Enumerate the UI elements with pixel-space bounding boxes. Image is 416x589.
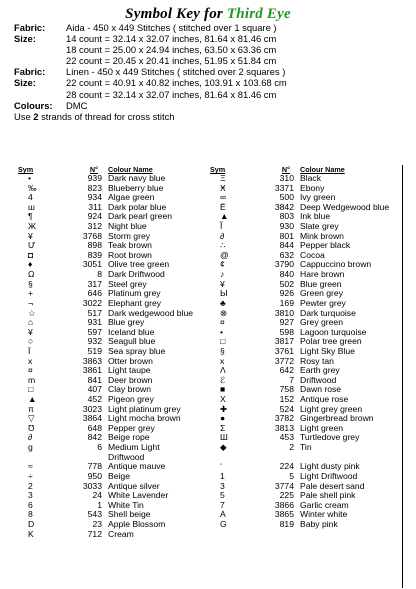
colour-name-cell: Light Driftwood bbox=[300, 470, 358, 481]
number-cell: 169 bbox=[279, 297, 294, 308]
fabric2-row bbox=[14, 66, 287, 77]
colour-name-cell: Grey green bbox=[300, 317, 343, 328]
colour-name-cell: Storm grey bbox=[108, 230, 151, 241]
colour-name-cell: Teak brown bbox=[108, 240, 152, 251]
number-cell: 452 bbox=[87, 394, 102, 405]
colour-name-cell: Hare brown bbox=[300, 269, 345, 280]
number-cell: 524 bbox=[279, 403, 294, 414]
size2-value: 28 count = 32.14 x 32.07 inches, 81.64 x 81.46 cm bbox=[66, 88, 277, 100]
symbol-cell: ‰ bbox=[28, 182, 37, 193]
symbol-cell: ≈ bbox=[28, 461, 33, 472]
number-cell: 453 bbox=[279, 432, 294, 443]
number-cell: 3810 bbox=[274, 307, 294, 318]
symbol-cell: ш bbox=[28, 201, 35, 212]
number-cell: 931 bbox=[87, 317, 102, 328]
number-cell: 3768 bbox=[82, 230, 102, 241]
title-text: Symbol Key for bbox=[125, 6, 223, 22]
colour-name-cell: Medium Light bbox=[108, 442, 160, 453]
symbol-cell: 2 bbox=[28, 480, 33, 491]
colour-name-cell: Baby pink bbox=[300, 518, 338, 529]
symbol-cell: ∞ bbox=[220, 192, 227, 203]
symbol-cell bbox=[210, 453, 252, 463]
size2-row bbox=[14, 89, 287, 100]
fabric1-label: Fabric: bbox=[14, 22, 46, 33]
colour-name-cell: Clay brown bbox=[108, 384, 151, 395]
number-cell: 3761 bbox=[274, 345, 294, 356]
colour-name-cell: Lagoon turquoise bbox=[300, 326, 367, 337]
colour-name-cell: Pewter grey bbox=[300, 297, 346, 308]
number-cell: 801 bbox=[279, 230, 294, 241]
symbol-cell: ∴ bbox=[220, 240, 226, 251]
colour-name-cell: Beige bbox=[108, 470, 130, 481]
size1-label: Size: bbox=[14, 33, 36, 45]
colour-name-cell: Deer brown bbox=[108, 374, 153, 385]
colour-name-cell: Turtledove grey bbox=[300, 432, 360, 443]
symbol-cell: Ё bbox=[220, 201, 226, 212]
symbol-cell: 4 bbox=[28, 192, 33, 203]
symbol-cell: ■ bbox=[220, 384, 226, 395]
number-cell: 924 bbox=[87, 211, 102, 222]
symbol-cell: Ĩ bbox=[220, 221, 223, 232]
colour-name-cell: Pigeon grey bbox=[108, 394, 154, 405]
page-title bbox=[0, 6, 416, 23]
number-cell: 311 bbox=[88, 201, 102, 212]
symbol-cell: Ы bbox=[220, 288, 228, 299]
number-cell: 310 bbox=[279, 173, 294, 183]
number-cell: 3866 bbox=[274, 499, 294, 510]
colour-name-cell: Slate grey bbox=[300, 221, 339, 232]
table-row bbox=[18, 530, 214, 540]
symbol-cell: ÷ bbox=[28, 470, 33, 481]
colour-name-cell: Dark turquoise bbox=[300, 307, 356, 318]
symbol-cell: Ω bbox=[28, 269, 35, 280]
symbol-cell: g bbox=[28, 442, 33, 453]
number-cell: 3813 bbox=[274, 422, 294, 433]
colour-name-cell: Cream bbox=[108, 528, 134, 539]
col-num-header: N° bbox=[281, 165, 290, 174]
number-cell: 8 bbox=[97, 269, 102, 280]
number-cell: 3782 bbox=[274, 413, 294, 424]
colour-name-cell: Sea spray blue bbox=[108, 345, 166, 356]
colour-name-cell: Root brown bbox=[108, 249, 152, 260]
number-cell: 3023 bbox=[82, 403, 102, 414]
colour-name-cell: Black bbox=[300, 173, 322, 183]
symbol-cell: + bbox=[28, 288, 34, 299]
colour-name-cell: Tin bbox=[300, 442, 312, 453]
col-name-header: Colour Name bbox=[108, 165, 153, 174]
symbol-cell: ✚ bbox=[220, 403, 228, 414]
size2-label: Size: bbox=[14, 77, 36, 89]
col-sym-header: Sym bbox=[18, 165, 34, 174]
symbol-cell: • bbox=[220, 326, 224, 337]
symbol-cell: □ bbox=[220, 336, 226, 347]
symbol-cell: § bbox=[28, 278, 33, 289]
number-cell: 317 bbox=[87, 278, 102, 289]
fabric2-label: Fabric: bbox=[14, 66, 46, 78]
colour-name-cell: Light platinum grey bbox=[108, 403, 181, 414]
colour-name-cell: Seagull blue bbox=[108, 336, 156, 347]
symbol-cell: m bbox=[28, 374, 36, 385]
number-cell: 844 bbox=[279, 240, 294, 251]
number-cell: 23 bbox=[92, 518, 102, 529]
colour-name-cell: Pepper grey bbox=[108, 422, 155, 433]
number-cell: 932 bbox=[87, 336, 102, 347]
col-sym-header: Sym bbox=[210, 165, 226, 174]
symbol-cell: π bbox=[28, 403, 34, 414]
number-cell: 3817 bbox=[274, 336, 294, 347]
colour-name-cell: Dark polar blue bbox=[108, 201, 167, 212]
symbol-cell: ¢ bbox=[220, 259, 225, 270]
number-cell: 224 bbox=[279, 461, 294, 472]
number-cell: 3033 bbox=[82, 480, 102, 491]
colour-name-cell: Antique mauve bbox=[108, 461, 166, 472]
number-cell: 5 bbox=[289, 470, 294, 481]
number-cell: 758 bbox=[279, 384, 294, 395]
colour-name-cell: Green grey bbox=[300, 288, 343, 299]
colour-name-cell: Blue grey bbox=[108, 317, 145, 328]
symbol-cell: ∂ bbox=[28, 432, 33, 443]
symbol-cell: ○ bbox=[28, 336, 34, 347]
colours-text: DMC bbox=[66, 99, 88, 111]
symbol-cell: ¥ bbox=[28, 326, 33, 337]
number-cell: 3790 bbox=[274, 259, 294, 270]
symbol-cell: ¬ bbox=[28, 297, 34, 308]
strands-row bbox=[14, 111, 287, 122]
colour-name-cell: Steel grey bbox=[108, 278, 147, 289]
symbol-table-right bbox=[210, 165, 403, 588]
colour-name-cell: Dark wedgewood blue bbox=[108, 307, 194, 318]
number-cell: 3371 bbox=[274, 182, 294, 193]
colour-name-cell: Blue green bbox=[300, 278, 342, 289]
symbol-cell: ⌂ bbox=[28, 317, 34, 328]
symbol-cell: § bbox=[220, 345, 225, 356]
colour-name-cell: Blueberry blue bbox=[108, 182, 164, 193]
symbol-cell: Χ bbox=[220, 394, 226, 405]
number-cell: 24 bbox=[92, 490, 102, 501]
symbol-cell: Ж bbox=[28, 221, 36, 232]
colour-name-cell: Dark navy blue bbox=[108, 173, 166, 183]
symbol-cell: ▲ bbox=[220, 211, 229, 222]
symbol-cell: Ξ bbox=[220, 173, 226, 183]
number-cell: 3863 bbox=[82, 355, 102, 366]
number-cell: 823 bbox=[87, 182, 102, 193]
symbol-cell: 7 bbox=[220, 499, 225, 510]
colour-name-cell: White Lavender bbox=[108, 490, 169, 501]
colour-name-cell: Polar tree green bbox=[300, 336, 362, 347]
size1-row bbox=[14, 44, 287, 55]
symbol-cell: ⊗ bbox=[220, 307, 228, 318]
symbol-cell: ♣ bbox=[220, 297, 226, 308]
number-cell: 517 bbox=[87, 307, 102, 318]
size1-row bbox=[14, 33, 287, 44]
symbol-cell: ¥ bbox=[28, 230, 33, 241]
colour-name-cell: Gingerbread brown bbox=[300, 413, 374, 424]
symbol-cell: Ш bbox=[220, 432, 228, 443]
number-cell: 152 bbox=[279, 394, 294, 405]
colour-name-cell: Pale desert sand bbox=[300, 480, 365, 491]
size2-row bbox=[14, 77, 287, 88]
fabric2-text: Linen - 450 x 449 Stitches ( stitched over 2 squares ) bbox=[66, 66, 286, 78]
number-cell: 1 bbox=[97, 499, 102, 510]
colour-name-cell: Driftwood bbox=[300, 374, 337, 385]
symbol-cell: @ bbox=[220, 249, 229, 260]
colour-name-cell: Dark pearl green bbox=[108, 211, 173, 222]
number-cell: 598 bbox=[279, 326, 294, 337]
colour-name-cell: White Tin bbox=[108, 499, 144, 510]
number-cell: 597 bbox=[87, 326, 102, 337]
number-cell: 927 bbox=[279, 317, 294, 328]
symbol-cell: • bbox=[28, 173, 32, 183]
number-cell: 3051 bbox=[82, 259, 102, 270]
colour-name-cell: Dawn rose bbox=[300, 384, 342, 395]
symbol-cell: Λ bbox=[220, 365, 226, 376]
number-cell: 500 bbox=[279, 192, 294, 203]
number-cell: 3865 bbox=[274, 509, 294, 520]
colour-name-cell: Ebony bbox=[300, 182, 325, 193]
number-cell: 841 bbox=[87, 374, 102, 385]
number-cell: 225 bbox=[279, 490, 294, 501]
colour-name-cell: Ink blue bbox=[300, 211, 331, 222]
colour-name-cell: Algae green bbox=[108, 192, 155, 203]
colour-name-cell: Light green bbox=[300, 422, 344, 433]
title-highlight: Third Eye bbox=[226, 6, 291, 22]
colour-name-cell: Driftwood bbox=[108, 451, 145, 462]
number-cell: 3842 bbox=[274, 201, 294, 212]
symbol-cell: ♦ bbox=[28, 259, 33, 270]
number-cell: 898 bbox=[87, 240, 102, 251]
number-cell: 642 bbox=[279, 365, 294, 376]
number-cell: 930 bbox=[279, 221, 294, 232]
symbol-cell: 3 bbox=[28, 490, 33, 501]
colour-name-cell: Rosy tan bbox=[300, 355, 334, 366]
symbol-cell: 8 bbox=[28, 509, 33, 520]
symbol-cell: D bbox=[28, 518, 35, 529]
symbol-cell: ¤ bbox=[28, 365, 33, 376]
symbol-cell: ◆ bbox=[220, 442, 227, 453]
col-num-header: N° bbox=[89, 165, 98, 174]
number-cell: 7 bbox=[289, 374, 294, 385]
symbol-table-left bbox=[18, 165, 214, 539]
number-cell: 632 bbox=[279, 249, 294, 260]
colour-name-cell: Shell beige bbox=[108, 509, 151, 520]
symbol-cell: ¥ bbox=[220, 278, 225, 289]
symbol-cell: ∂ bbox=[220, 230, 225, 241]
number-cell: 3772 bbox=[274, 355, 294, 366]
colour-name-cell: Cappuccino brown bbox=[300, 259, 372, 270]
symbol-cell: Ư bbox=[28, 240, 36, 251]
symbol-cell: Ӿ bbox=[220, 182, 226, 193]
symbol-cell: ‘ bbox=[220, 461, 222, 472]
symbol-cell: ¶ bbox=[28, 211, 33, 222]
colour-name-cell: Ivy green bbox=[300, 192, 336, 203]
symbol-cell: ◘ bbox=[28, 249, 34, 260]
number-cell: 502 bbox=[279, 278, 294, 289]
symbol-cell: x bbox=[220, 355, 225, 366]
number-cell: 778 bbox=[87, 461, 102, 472]
number-cell: 543 bbox=[87, 509, 102, 520]
number-cell: 926 bbox=[279, 288, 294, 299]
number-cell: 3861 bbox=[82, 365, 102, 376]
colour-name-cell: Antique rose bbox=[300, 394, 349, 405]
number-cell: 842 bbox=[87, 432, 102, 443]
number-cell: 646 bbox=[87, 288, 102, 299]
colour-name-cell: Iceland blue bbox=[108, 326, 155, 337]
symbol-cell: ¤ bbox=[220, 317, 225, 328]
size2-value: 22 count = 40.91 x 40.82 inches, 103.91 x 103.68 cm bbox=[66, 77, 287, 89]
fabric-info bbox=[14, 22, 287, 122]
strands-num: 2 bbox=[33, 110, 39, 122]
colour-name-cell: Light taupe bbox=[108, 365, 151, 376]
colour-name-cell: Deep Wedgewood blue bbox=[300, 201, 390, 212]
colour-name-cell: Night blue bbox=[108, 221, 147, 232]
col-name-header: Colour Name bbox=[300, 165, 345, 174]
colour-name-cell: Light Sky Blue bbox=[300, 345, 355, 356]
colour-name-cell: Mink brown bbox=[300, 230, 344, 241]
colour-name-cell: Pale shell pink bbox=[300, 490, 356, 501]
table-row bbox=[210, 520, 402, 530]
symbol-cell: х bbox=[28, 355, 33, 366]
colour-name-cell: Olive tree green bbox=[108, 259, 170, 270]
symbol-cell: ▽ bbox=[28, 413, 35, 424]
number-cell: 840 bbox=[279, 269, 294, 280]
symbol-cell: ℰ bbox=[220, 374, 226, 385]
strands-post: strands of thread for cross stitch bbox=[41, 110, 175, 122]
symbol-cell: 5 bbox=[220, 490, 225, 501]
symbol-cell: ♪ bbox=[220, 269, 225, 280]
colours-label: Colours: bbox=[14, 99, 53, 111]
size1-value: 14 count = 32.14 x 32.07 inches, 81.64 x 81.46 cm bbox=[66, 33, 277, 45]
colour-name-cell: Dark Driftwood bbox=[108, 269, 165, 280]
number-cell: 819 bbox=[279, 518, 294, 529]
colour-name-cell: Winter white bbox=[300, 509, 348, 520]
symbol-cell: □ bbox=[28, 384, 34, 395]
symbol-cell: 6 bbox=[28, 499, 33, 510]
symbol-cell: A bbox=[220, 509, 226, 520]
number-cell: 312 bbox=[87, 221, 102, 232]
size1-row bbox=[14, 55, 287, 66]
colour-name-cell: Light mocha brown bbox=[108, 413, 181, 424]
table-row bbox=[210, 443, 402, 453]
symbol-cell: Ʊ bbox=[28, 422, 35, 433]
number-cell: 939 bbox=[87, 173, 102, 183]
symbol-cell: 1 bbox=[220, 470, 225, 481]
number-cell: 3022 bbox=[82, 297, 102, 308]
number-cell: 712 bbox=[87, 528, 102, 539]
colour-name-cell: Light grey green bbox=[300, 403, 363, 414]
fabric1-text: Aida - 450 x 449 Stitches ( stitched over 1 square ) bbox=[66, 22, 277, 33]
symbol-cell: Ϊ bbox=[28, 345, 31, 356]
symbol-cell: ☆ bbox=[28, 307, 36, 318]
colour-name-cell: Apple Blossom bbox=[108, 518, 166, 529]
colour-name-cell: Otter brown bbox=[108, 355, 153, 366]
symbol-cell: 3 bbox=[220, 480, 225, 491]
colour-name-cell: Garlic cream bbox=[300, 499, 349, 510]
number-cell: 839 bbox=[87, 249, 102, 260]
symbol-cell: K bbox=[28, 528, 34, 539]
number-cell: 519 bbox=[87, 345, 102, 356]
colour-name-cell: Pepper black bbox=[300, 240, 351, 251]
colour-name-cell: Elephant grey bbox=[108, 297, 162, 308]
colour-name-cell: Antique silver bbox=[108, 480, 160, 491]
colour-name-cell: Platinum grey bbox=[108, 288, 161, 299]
symbol-cell: G bbox=[220, 518, 227, 529]
number-cell: 407 bbox=[87, 384, 102, 395]
number-cell: 2 bbox=[289, 442, 294, 453]
number-cell: 934 bbox=[87, 192, 102, 203]
symbol-cell: ▲ bbox=[28, 394, 37, 405]
number-cell: 950 bbox=[87, 470, 102, 481]
symbol-cell bbox=[18, 453, 60, 463]
symbol-cell: ● bbox=[220, 413, 226, 424]
colour-name-cell: Beige rope bbox=[108, 432, 150, 443]
size1-value: 18 count = 25.00 x 24.94 inches, 63.50 x 63.36 cm bbox=[66, 44, 277, 56]
number-cell: 3864 bbox=[82, 413, 102, 424]
size1-value: 22 count = 20.45 x 20.41 inches, 51.95 x 51.84 cm bbox=[66, 55, 277, 67]
colour-name-cell: Earth grey bbox=[300, 365, 340, 376]
symbol-cell: Σ bbox=[220, 422, 226, 433]
number-cell: 3774 bbox=[274, 480, 294, 491]
colour-name-cell: Cocoa bbox=[300, 249, 325, 260]
number-cell: 803 bbox=[279, 211, 294, 222]
colour-name-cell: Light dusty pink bbox=[300, 461, 360, 472]
number-cell: 648 bbox=[87, 422, 102, 433]
number-cell: 6 bbox=[97, 442, 102, 453]
colours-row bbox=[14, 100, 287, 111]
fabric1-row bbox=[14, 22, 287, 33]
strands-pre: Use bbox=[14, 110, 31, 122]
